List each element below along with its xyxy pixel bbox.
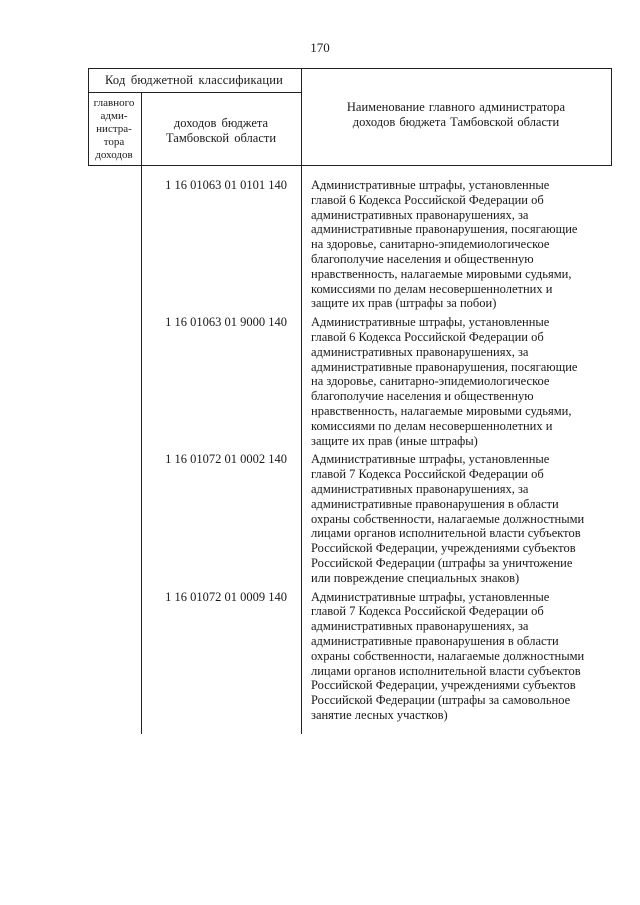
table-row [141, 315, 611, 448]
income-code: 1 16 01072 01 0009 140 [165, 589, 287, 604]
page-number: 170 [310, 40, 330, 55]
table-row [141, 590, 611, 723]
income-code: 1 16 01072 01 0002 140 [165, 452, 287, 467]
table-top-border [88, 68, 612, 69]
table-row [141, 452, 611, 585]
income-description: Административные штрафы, установленные главой 6 Кодекса Российской Федерации об административных правонарушениях, за административные правонарушения, посягающие на здоровье, санитарно-эпидемиологическое благополучие населения и общественную нравственность, налагаемые мировыми судьями, комиссиями по делам несовершеннолетних и защите их прав (иные штрафы) [311, 315, 578, 448]
income-code: 1 16 01063 01 9000 140 [165, 315, 287, 330]
header-main-administrator: главного адми- нистра- тора доходов [93, 97, 135, 161]
table-body [141, 178, 611, 727]
income-code: 1 16 01063 01 0101 140 [165, 178, 287, 192]
income-description: Административные штрафы, установленные главой 6 Кодекса Российской Федерации об административных правонарушениях, за административные правонарушения, посягающие на здоровье, санитарно-эпидемиологическое благополучие населения и общественную нравственность, налагаемые мировыми судьями, комиссиями по делам несовершеннолетних и защите их прав (штрафы за побои) [311, 178, 578, 311]
header-administrator-name: Наименование главного администратора доходов бюджета Тамбовской области [346, 100, 566, 129]
income-description: Административные штрафы, установленные главой 7 Кодекса Российской Федерации об административных правонарушениях, за административные правонарушения в области охраны собственности, налагаемые должностными лицами органов исполнительной власти субъектов Российской Федерации, учреждениями субъектов Российской Федерации (штрафы за уничтожение или повреждение специальных знаков) [311, 452, 585, 585]
table-right-border [611, 68, 612, 166]
table-row [141, 178, 611, 311]
header-regional-budget-income: доходов бюджета Тамбовской области [165, 116, 277, 145]
group-header-divider [88, 92, 301, 93]
header-bottom-border [88, 165, 612, 166]
header-budget-classification-code: Код бюджетной классификации [104, 73, 284, 87]
income-description: Административные штрафы, установленные главой 7 Кодекса Российской Федерации об административных правонарушениях, за административные правонарушения в области охраны собственности, налагаемые должностными лицами органов исполнительной власти субъектов Российской Федерации, учреждениями субъектов Российской Федерации (штрафы за самовольное занятие лесных участков) [311, 589, 585, 722]
